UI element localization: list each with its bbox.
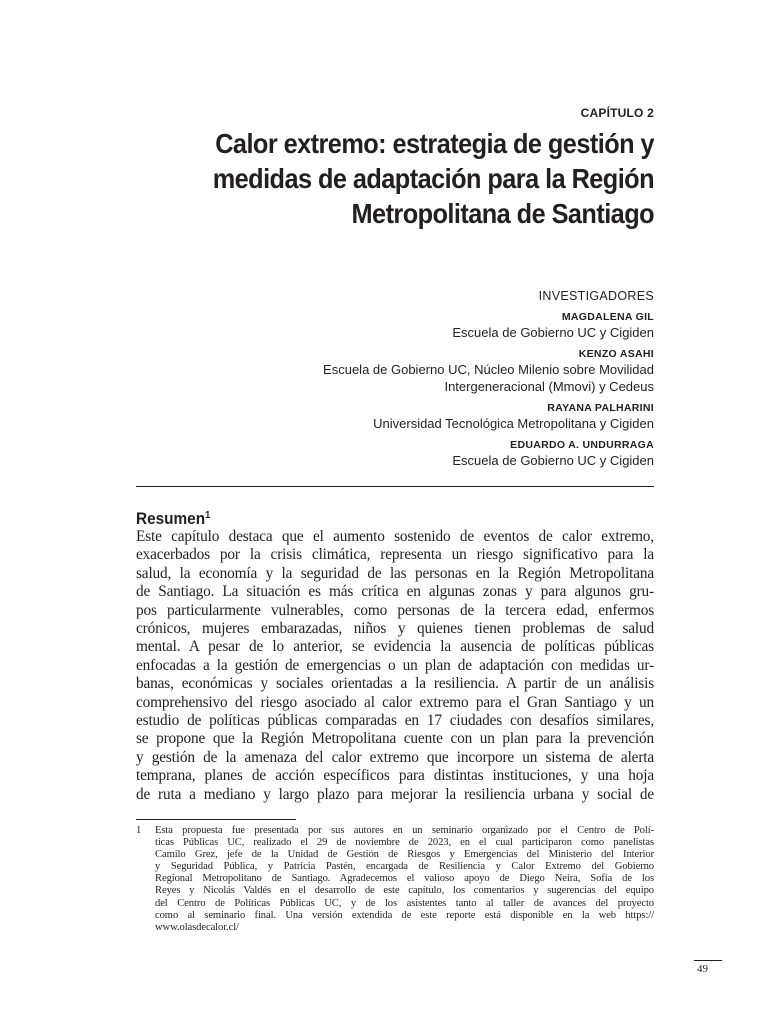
researcher-affiliation [214,452,654,469]
researcher-name: EDUARDO A. UNDURRAGA [510,439,654,451]
affiliation-line: Universidad Tecnológica Metropolitana y Cigiden [373,416,654,431]
footnote-line: ticas Públicas UC, realizado el 29 de noviembre de 2023, en el cual participaron como panelistas [155,837,654,849]
page-number: 49 [697,963,708,975]
title-line: medidas de adaptación para la Región [212,163,654,194]
footnote-number: 1 [136,825,142,836]
page-number-rule [694,960,722,961]
abstract-line: de Santiago. La situación es más crítica en algunas zonas y para algunos gru- [136,583,654,601]
abstract-line: enfocadas a la gestión de emergencias o un plan de adaptación con medidas ur- [136,656,654,674]
chapter-title [139,126,654,231]
chapter-label: CAPÍTULO 2 [580,106,654,120]
abstract-line: mental. A pesar de lo anterior, se evidencia la ausencia de políticas públicas [136,638,654,656]
abstract-line: estudio de políticas públicas comparadas en 17 ciudades con desafíos similares, [136,712,654,730]
abstract-line: comprehensivo del riesgo asociado al calor extremo para el Gran Santiago y un [136,693,654,711]
footnote-line: Reyes y Nicolás Valdés en el desarrollo de este capítulo, los comentarios y sugerencias del equipo [155,885,654,897]
affiliation-line: Escuela de Gobierno UC y Cigiden [452,453,654,468]
footnote-text [155,825,654,934]
researchers-block [214,288,654,475]
researcher-affiliation [214,415,654,432]
abstract-line: banas, económicas y sociales orientadas a la resiliencia. A partir de un análisis [136,675,654,693]
researcher-affiliation [214,361,654,395]
footnote-link[interactable]: www.olasdecalor.cl/ [155,921,239,933]
footnote-line: y Seguridad Pública, y Patricia Pastén, encargada de Resiliencia y Calor Extremo del Gobierno [155,861,654,873]
footnote-line: Camilo Grez, jefe de la Unidad de Gestión de Riesgos y Emergencias del Ministerio del Interior [155,849,654,861]
title-line: Metropolitana de Santiago [351,198,654,229]
title-line: Calor extremo: estrategia de gestión y [215,128,654,159]
abstract-heading-text: Resumen [136,510,206,528]
researcher [214,401,654,432]
researcher-name: RAYANA PALHARINI [547,402,654,414]
footnote-line: Esta propuesta fue presentada por sus autores en un seminario organizado por el Centro de Polí- [155,825,654,836]
researcher [214,438,654,469]
researcher-name: KENZO ASAHI [578,348,654,360]
abstract-line: crónicos, mujeres embarazadas, niños y quienes tienen problemas de salud [136,620,654,638]
abstract-line: salud, la economía y la seguridad de las personas en la Región Metropolitana [136,564,654,582]
abstract-line: temprana, planes de acción específicos para distintas instituciones, y una hoja [136,767,654,785]
section-divider [136,486,654,487]
abstract-line: exacerbados por la crisis climática, representa un riesgo significativo para la [136,546,654,564]
footnote-line: del Centro de Políticas Públicas UC, y de los asistentes tanto al taller de avances del proyecto [155,897,654,909]
footnote-reference: 1 [205,510,211,521]
footnote-line: Regional Metropolitano de Santiago. Agradecemos el valioso apoyo de Diego Neira, Sofía de los [155,873,654,885]
abstract-body [136,528,654,804]
researcher-name: MAGDALENA GIL [561,311,654,323]
affiliation-line: Intergeneracional (Mmovi) y Cedeus [444,379,654,394]
abstract-line: pos particularmente vulnerables, como personas de la tercera edad, enfermos [136,601,654,619]
researchers-label: INVESTIGADORES [538,289,654,303]
abstract-line: y gestión de la amenaza del calor extremo que incorpore un sistema de alerta [136,748,654,766]
affiliation-line: Escuela de Gobierno UC y Cigiden [452,325,654,340]
abstract-line: se propone que la Región Metropolitana cuente con un plan para la prevención [136,730,654,748]
researcher [214,310,654,341]
footnote-line: como al seminario final. Una versión extendida de este reporte está disponible en la web https:// [155,909,654,921]
footnote-divider [136,819,296,820]
affiliation-line: Escuela de Gobierno UC, Núcleo Milenio sobre Movilidad [323,362,654,377]
footnote [136,825,654,934]
abstract-line: de ruta a mediano y largo plazo para mejorar la resiliencia urbana y social de [136,785,654,803]
abstract-heading [136,505,210,530]
researcher [214,347,654,395]
researcher-affiliation [214,324,654,341]
abstract-line: Este capítulo destaca que el aumento sostenido de eventos de calor extremo, [136,528,654,545]
